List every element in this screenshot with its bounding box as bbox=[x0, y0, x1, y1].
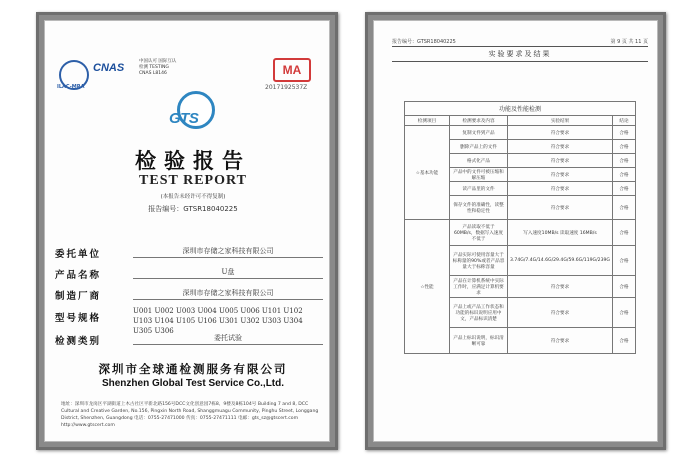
table-cell: 产品上标识说明，标识清晰可靠 bbox=[450, 328, 508, 354]
table-cell: 合格 bbox=[613, 276, 636, 298]
cnas-logo-text: 中国认可 国际互认 检测 TESTING CNAS L8146 bbox=[139, 59, 177, 76]
gts-logo-text: GTS bbox=[169, 110, 199, 127]
table-cell: 复制文件到产品 bbox=[450, 126, 508, 140]
page-header bbox=[392, 38, 648, 45]
results-table bbox=[404, 101, 636, 354]
table-cell: 合格 bbox=[613, 126, 636, 140]
report-number: 报告编号：GTSR18040225 bbox=[148, 205, 238, 213]
table-cell: 合格 bbox=[613, 298, 636, 328]
certificate-cover-frame bbox=[36, 12, 338, 450]
header-report-number: 报告编号：GTSR18040225 bbox=[392, 39, 456, 45]
table-cell: 合格 bbox=[613, 140, 636, 154]
table-cell: 产品中的文件可被压缩和解压缩 bbox=[450, 168, 508, 182]
table-row bbox=[405, 220, 636, 246]
table-cell: 合格 bbox=[613, 196, 636, 220]
report-title-cn: 检验报告 bbox=[135, 149, 251, 173]
table-cell: 合格 bbox=[613, 154, 636, 168]
table-cell: 产品上或产品工作状态和功能的标识说明应用中文，产品标识清楚 bbox=[450, 298, 508, 328]
header-cell: 实验结果 bbox=[508, 116, 613, 126]
table-cell: 写入速度10MB/s 读取速度 16MB/s bbox=[508, 220, 613, 246]
copy-notice: (本报告未经许可不得复制) bbox=[160, 194, 226, 200]
field-label: 委托单位 bbox=[55, 249, 102, 260]
header-cell: 检测要求及内容 bbox=[450, 116, 508, 126]
certificate-results-frame bbox=[365, 12, 666, 450]
table-cell: 符合要求 bbox=[508, 196, 613, 220]
cma-logo-icon: MA bbox=[273, 58, 311, 82]
field-value: U盘 bbox=[133, 267, 323, 279]
company-name-cn: 深圳市全球通检测服务有限公司 bbox=[98, 362, 288, 376]
table-cell: 符合要求 bbox=[508, 328, 613, 354]
header-cell: 检测项目 bbox=[405, 116, 450, 126]
report-title-en: TEST REPORT bbox=[139, 173, 247, 188]
table-cell: 符合要求 bbox=[508, 298, 613, 328]
table-cell: 符合要求 bbox=[508, 182, 613, 196]
certificate-cover bbox=[44, 20, 330, 442]
field-label: 检测类别 bbox=[55, 336, 102, 347]
category-cell: ☆性能 bbox=[405, 220, 450, 354]
table-cell: 产品读取不低于60MB/s，数据写入速度不低于 bbox=[450, 220, 508, 246]
cma-number: 2017192537Z bbox=[265, 84, 308, 91]
section-title: 实验要求及结果 bbox=[392, 46, 648, 62]
table-cell: 合格 bbox=[613, 246, 636, 276]
table-cell: 合格 bbox=[613, 328, 636, 354]
field-value: 委托试验 bbox=[133, 333, 323, 345]
table-cell: 符合要求 bbox=[508, 126, 613, 140]
table-cell: 符合要求 bbox=[508, 140, 613, 154]
table-cell: 合格 bbox=[613, 220, 636, 246]
field-label: 型号规格 bbox=[55, 313, 102, 324]
company-address: 地址：深圳市龙岗区平湖街道上木古社区平新北路156号DCC文化创意园7栋8、9楼及8栋104号 Building 7 and 8, DCC Cultural and Creative Garden, No.156, Pingxin North Road, Shanggmuagu Community, Pinghu Street, Longgang District, Shenzhen, Guangdong 电话：0755-27471000 传真：0755-27471111 电邮：gts_sz@gtscert.com http://www.gtscert.com bbox=[61, 402, 319, 428]
table-cell: 符合要求 bbox=[508, 154, 613, 168]
table-title: 功能及性能检测 bbox=[405, 102, 636, 116]
table-cell: 符合要求 bbox=[508, 168, 613, 182]
table-cell: 合格 bbox=[613, 168, 636, 182]
table-cell: 符合要求 bbox=[508, 276, 613, 298]
field-label: 产品名称 bbox=[55, 270, 102, 281]
certificate-results-page bbox=[373, 20, 658, 442]
category-cell: ☆基本功能 bbox=[405, 126, 450, 220]
table-cell: 产品实际可使用容量大于标称量的90%或者产品容量大于标称容量 bbox=[450, 246, 508, 276]
table-cell: 删除产品上的文件 bbox=[450, 140, 508, 154]
table-cell: 保存文件的准确性，读整性和稳定性 bbox=[450, 196, 508, 220]
table-cell: 3.74G/7.4G/14.6G/29.4G/59.6G/119G/239G bbox=[508, 246, 613, 276]
cnas-logo-icon: CNAS bbox=[93, 62, 125, 74]
table-cell: 读产品里的文件 bbox=[450, 182, 508, 196]
field-value: 深圳市存储之家科技有限公司 bbox=[133, 246, 323, 258]
table-row bbox=[405, 126, 636, 140]
ilac-mra-logo-text: ILAC-MRA bbox=[57, 84, 85, 90]
certification-logos bbox=[59, 54, 319, 94]
field-value: U001 U002 U003 U004 U005 U006 U101 U102 U103 U104 U105 U106 U301 U302 U303 U304 U305 U306 bbox=[133, 307, 303, 335]
table-cell: 格式化产品 bbox=[450, 154, 508, 168]
table-header-row bbox=[405, 116, 636, 126]
page-number: 第 9 页 共 11 页 bbox=[610, 39, 648, 45]
table-cell: 产品在计算机系统中实际工作时，应满足计算机要求 bbox=[450, 276, 508, 298]
field-label: 制造厂商 bbox=[55, 291, 102, 302]
gts-logo-icon bbox=[167, 91, 219, 135]
header-cell: 结论 bbox=[613, 116, 636, 126]
field-value: 深圳市存储之家科技有限公司 bbox=[133, 288, 323, 300]
table-cell: 合格 bbox=[613, 182, 636, 196]
company-name-en: Shenzhen Global Test Service Co.,Ltd. bbox=[101, 378, 285, 389]
